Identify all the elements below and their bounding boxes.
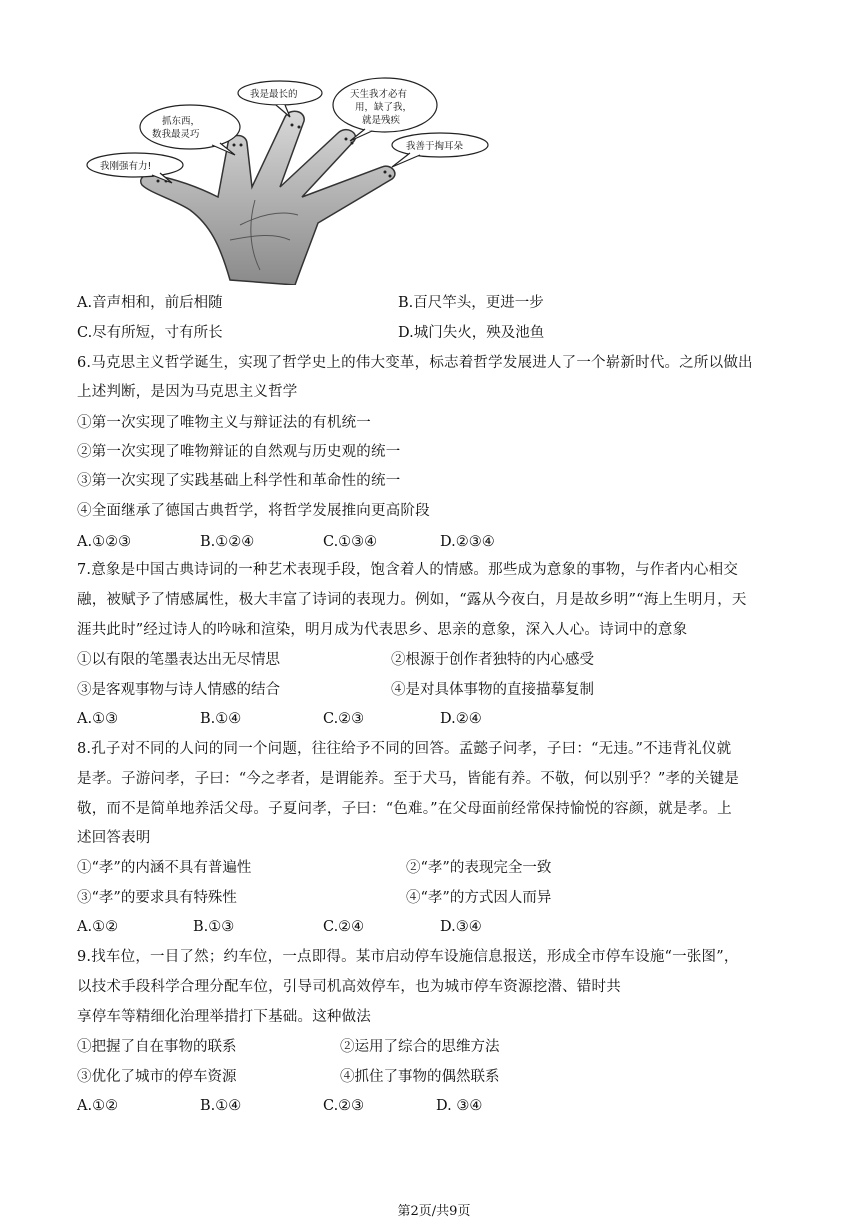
q6-option-a: A.①②③ xyxy=(77,534,132,550)
q8-option-a: A.①② xyxy=(77,919,119,935)
q7-option-b: B.①④ xyxy=(200,711,242,727)
q6-option-d: D.②③④ xyxy=(440,534,495,550)
bubble-middle: 我是最长的 xyxy=(250,89,298,100)
bubble-little: 我善于掏耳朵 xyxy=(406,141,464,152)
q9-stem-line1: 9.找车位，一目了然；约车位，一点即得。某市启动停车设施信息报送，形成全市停车设施“一张图”， xyxy=(77,949,739,965)
q9-option-c: C.②③ xyxy=(323,1098,365,1114)
q8-statement-1: ①“孝”的内涵不具有普遍性 xyxy=(77,860,252,876)
q8-stem-line4: 述回答表明 xyxy=(77,830,151,846)
bubble-ring-line3: 就是残疾 xyxy=(362,115,401,126)
bubble-thumb: 我刚强有力! xyxy=(100,161,152,172)
q7-stem-line3: 涯共此时”经过诗人的吟咏和渲染，明月成为代表思乡、思亲的意象，深入人心。诗词中的意象 xyxy=(77,622,688,638)
q9-stem-line3: 享停车等精细化治理举措打下基础。这种做法 xyxy=(77,1009,371,1025)
q6-option-b: B.①②④ xyxy=(200,534,255,550)
bubble-index-line2: 数我最灵巧 xyxy=(152,129,200,140)
q5-option-c: C.尽有所短，寸有所长 xyxy=(77,325,223,341)
q7-statement-3: ③是客观事物与诗人情感的结合 xyxy=(77,682,280,698)
q8-statement-3: ③“孝”的要求具有特殊性 xyxy=(77,890,237,906)
q8-option-b: B.①③ xyxy=(193,919,235,935)
q9-option-d: D. ③④ xyxy=(436,1098,483,1114)
q5-option-a: A.音声相和，前后相随 xyxy=(77,295,223,311)
hand-figure xyxy=(80,75,500,285)
q9-option-b: B.①④ xyxy=(200,1098,242,1114)
q8-statement-4: ④“孝”的方式因人而异 xyxy=(406,890,552,906)
q6-statement-3: ③第一次实现了实践基础上科学性和革命性的统一 xyxy=(77,473,401,489)
q6-statement-1: ①第一次实现了唯物主义与辩证法的有机统一 xyxy=(77,415,371,431)
q8-stem-line2: 是孝。子游问孝，子曰：“今之孝者，是谓能养。至于犬马，皆能有养。不敬，何以别乎？”孝的关键是 xyxy=(77,771,740,787)
q8-option-d: D.③④ xyxy=(440,919,482,935)
q7-statement-2: ②根源于创作者独特的内心感受 xyxy=(391,652,594,668)
q7-option-c: C.②③ xyxy=(323,711,365,727)
q9-statement-4: ④抓住了事物的偶然联系 xyxy=(340,1069,500,1085)
q5-option-d: D.城门失火，殃及池鱼 xyxy=(398,325,545,341)
q8-statement-2: ②“孝”的表现完全一致 xyxy=(406,860,552,876)
q6-option-c: C.①③④ xyxy=(323,534,378,550)
q6-stem-line2: 上述判断，是因为马克思主义哲学 xyxy=(77,384,298,400)
q9-statement-2: ②运用了综合的思维方法 xyxy=(340,1039,500,1055)
q9-option-a: A.①② xyxy=(77,1098,119,1114)
page-number: 第2页/共9页 xyxy=(397,1204,471,1219)
q8-stem-line1: 8.孔子对不同的人问的同一个问题，往往给予不同的回答。孟懿子问孝，子曰：“无违。”不违背礼仪就 xyxy=(77,741,732,757)
q9-statement-3: ③优化了城市的停车资源 xyxy=(77,1069,237,1085)
q6-statement-4: ④全面继承了德国古典哲学，将哲学发展推向更高阶段 xyxy=(77,503,430,519)
q8-option-c: C.②④ xyxy=(323,919,365,935)
q7-statement-1: ①以有限的笔墨表达出无尽情思 xyxy=(77,652,280,668)
bubble-ring-line1: 天生我才必有 xyxy=(350,89,408,100)
q9-statement-1: ①把握了自在事物的联系 xyxy=(77,1039,237,1055)
q5-option-b: B.百尺竿头，更进一步 xyxy=(398,295,544,311)
q6-stem-line1: 6.马克思主义哲学诞生，实现了哲学史上的伟大变革，标志着哲学发展进人了一个崭新时代。之所以做出 xyxy=(77,355,753,371)
q7-stem-line1: 7.意象是中国古典诗词的一种艺术表现手段，饱含着人的情感。那些成为意象的事物，与作者内心相交 xyxy=(77,562,739,578)
q6-statement-2: ②第一次实现了唯物辩证的自然观与历史观的统一 xyxy=(77,444,401,460)
q7-statement-4: ④是对具体事物的直接描摹复制 xyxy=(391,682,594,698)
bubble-ring-line2: 用，缺了我， xyxy=(355,102,413,113)
q7-stem-line2: 融，被赋予了情感属性，极大丰富了诗词的表现力。例如，“露从今夜白，月是故乡明”“海上生明月，天 xyxy=(77,592,747,608)
q7-option-a: A.①③ xyxy=(77,711,119,727)
bubble-index-line1: 抓东西， xyxy=(162,116,201,127)
q9-stem-line2: 以技术手段科学合理分配车位，引导司机高效停车，也为城市停车资源挖潜、错时共 xyxy=(77,979,621,995)
q7-option-d: D.②④ xyxy=(440,711,482,727)
q8-stem-line3: 敬，而不是简单地养活父母。子夏问孝，子曰：“色难。”在父母面前经常保持愉悦的容颜，就是孝。上 xyxy=(77,801,732,817)
